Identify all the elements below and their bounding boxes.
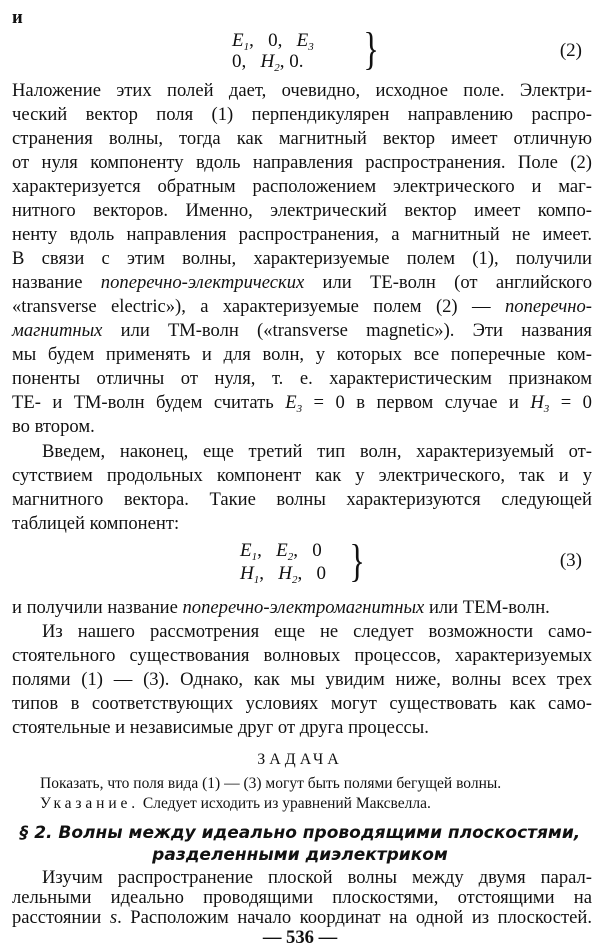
- p1-line-7: ненту вдоль направления распространения, а магнитный не имеет.: [12, 224, 592, 245]
- p3-line-3: полями (1) — (3). Однако, как мы увидим ниже, волны всех трех: [12, 669, 592, 690]
- p1-line-5: характеризуется обратным расположением электрического и маг-: [12, 176, 592, 197]
- eq2-number: (2): [559, 40, 582, 61]
- task-text: Показать, что поля вида (1) — (3) могут быть полями бегущей волны.: [40, 775, 502, 792]
- p4-line-3: расстоянии s. Расположим начало координат на одной из плоскостей.: [12, 907, 593, 928]
- p1-line-10: «transverse electric»), а характеризуемые полем (2) — поперечно-: [12, 296, 592, 317]
- p2-line-4: таблицей компонент:: [12, 513, 180, 534]
- p2-line-1: Введем, наконец, еще третий тип волн, характеризуемый от-: [42, 441, 592, 462]
- p3-line-5: стоятельные и независимые друг от друга процессы.: [12, 717, 429, 738]
- eq3-brace: }: [349, 535, 365, 586]
- p4-line-1: Изучим распространение плоской волны между двумя парал-: [42, 867, 592, 888]
- p1-line-13: поненты отличны от нуля, т. е. характеристическим признаком: [12, 368, 592, 389]
- p1-line-15: во втором.: [12, 416, 95, 437]
- p1-line-4: от нуля компоненту вдоль направления распространения. Поле (2): [12, 152, 592, 173]
- section-heading-line-2: разделенными диэлектриком: [152, 845, 448, 865]
- eq2-row2: 0, $H_2$, 0.: [232, 51, 304, 74]
- p1-line-14: ТЕ- и ТМ-волн будем считать $E_3 = 0$ в первом случае и $H_3 = 0$: [12, 392, 592, 415]
- p3-line-2: стоятельного существования волновых процессов, характеризуемых: [12, 645, 592, 666]
- p1-line-1: Наложение этих полей дает, очевидно, исходное поле. Электри-: [12, 80, 592, 101]
- p2-line-2: сутствием продольных компонент как у электрического, так и у: [12, 465, 592, 486]
- section-heading-line-1: § 2. Волны между идеально проводящими плоскостями,: [19, 823, 581, 843]
- p1-line-11: магнитных или ТМ-волн («transverse magnetic»). Эти названия: [12, 320, 592, 341]
- p1-line-8: В связи с этим волны, характеризуемые полем (1), получили: [12, 248, 592, 269]
- p4-line-2: лельными идеально проводящими плоскостями, отстоящими на: [12, 887, 592, 908]
- eq3-row1: $E_1$, $E_2$, 0: [240, 540, 322, 563]
- p1-line-12: мы будем применять и для волн, у которых все поперечные ком-: [12, 344, 592, 365]
- eq3-row2: $H_1$, $H_2$, 0: [240, 563, 326, 586]
- page-number: — 536 —: [262, 927, 338, 948]
- conjunction-word: и: [12, 7, 23, 28]
- p1-line-9: название поперечно-электрических или ТЕ-волн (от английского: [12, 272, 592, 293]
- task-hint: Указание. Следует исходить из уравнений Максвелла.: [40, 795, 431, 812]
- p3-line-4: типов в соответствующих условиях могут существовать как само-: [12, 693, 592, 714]
- eq2-brace: }: [363, 23, 379, 74]
- p3-line-1: Из нашего рассмотрения еще не следует возможности само-: [42, 621, 592, 642]
- p2-line-3: магнитного вектора. Такие волны характеризуются следующей: [12, 489, 592, 510]
- p1-line-2: ческий вектор поля (1) перпендикулярен направлению распро-: [12, 104, 592, 125]
- task-title: ЗАДАЧА: [257, 751, 343, 768]
- eq2-row1: $E_1$, 0, $E_3$: [232, 30, 314, 53]
- p1-line-3: странения волны, тогда как магнитный вектор имеет отличную: [12, 128, 592, 149]
- p2-end-line: и получили название поперечно-электромагнитных или ТЕМ-волн.: [12, 597, 550, 618]
- p1-line-6: нитного векторов. Именно, электрический вектор имеет компо-: [12, 200, 592, 221]
- eq3-number: (3): [559, 550, 582, 571]
